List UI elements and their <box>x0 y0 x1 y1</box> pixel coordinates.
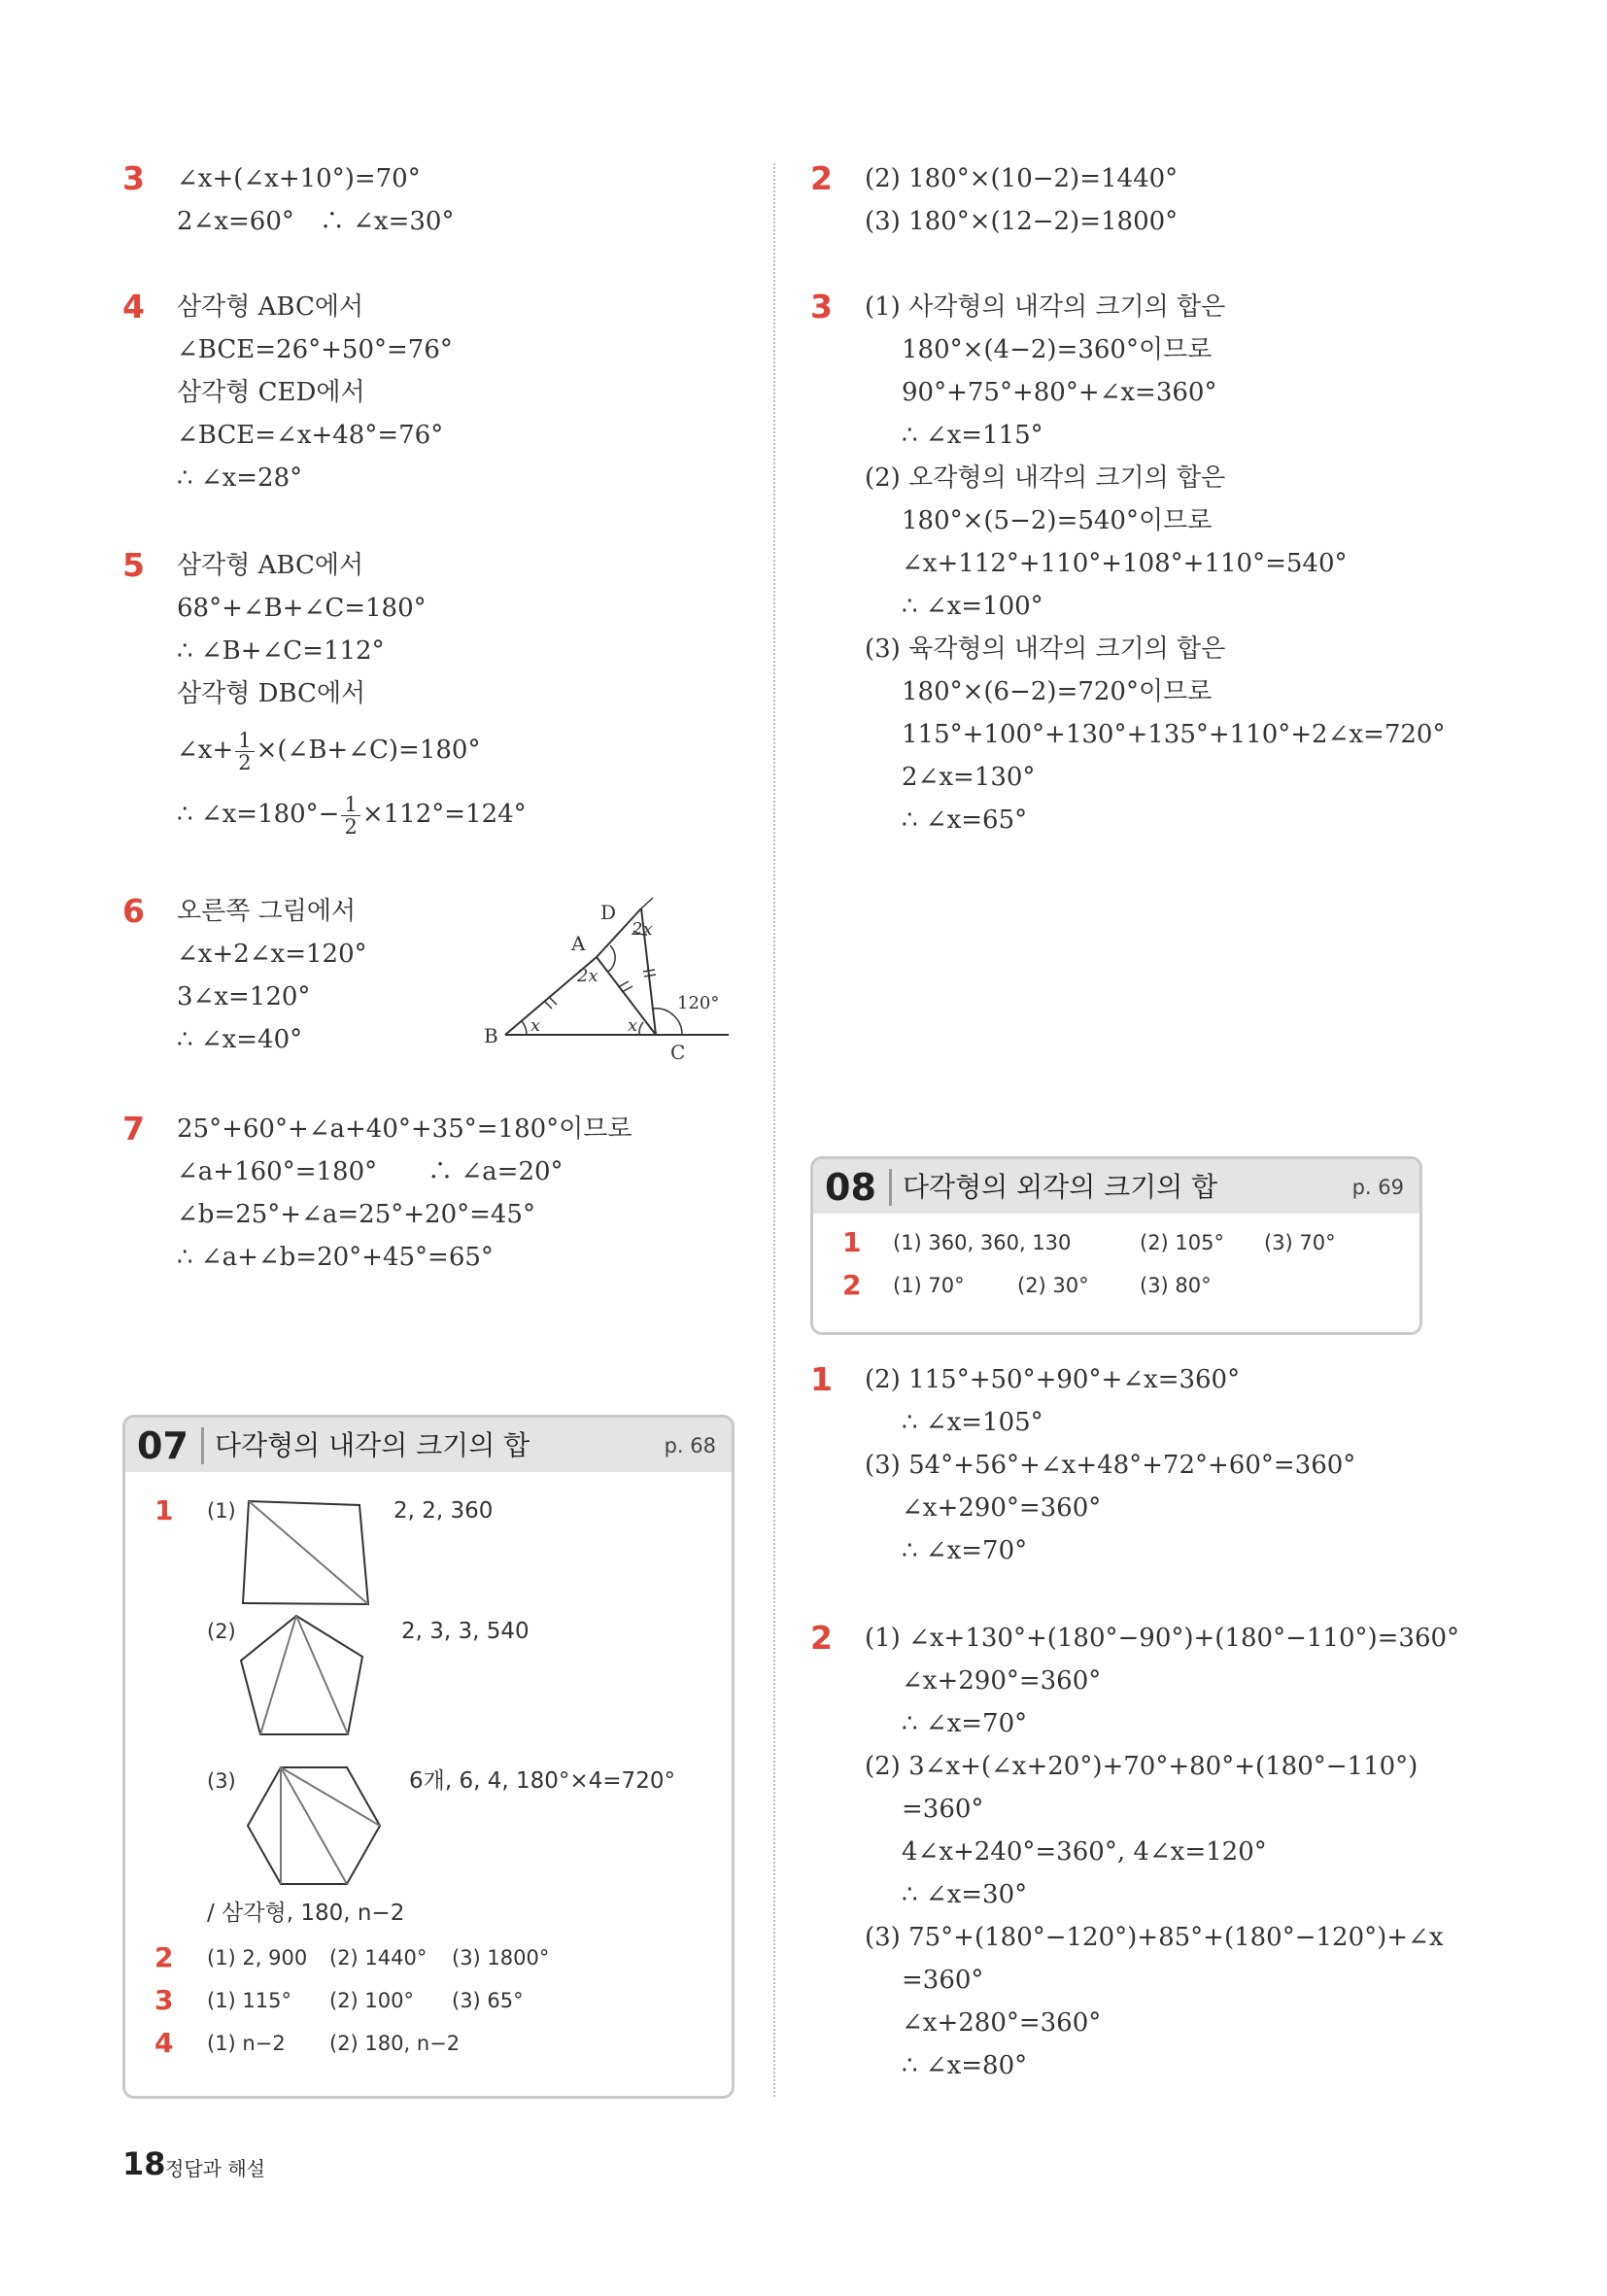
solution-line: 삼각형 ABC에서 <box>177 551 364 580</box>
label-120: 120° <box>677 993 720 1013</box>
pentagon-figure <box>236 1612 382 1748</box>
solution-line: 삼각형 CED에서 <box>177 378 365 407</box>
solution-line: ∴ ∠x=70° <box>902 1536 1028 1565</box>
problem-number: 6 <box>122 892 145 930</box>
solution-line: 4∠x+240°=360°, 4∠x=120° <box>902 1837 1267 1867</box>
problem-number: 7 <box>122 1110 145 1148</box>
expr-post: ×112°=124° <box>361 800 527 829</box>
label-x-B: x <box>530 1015 541 1036</box>
answer-item: (1) 360, 360, 130 <box>893 1231 1072 1254</box>
denominator: 2 <box>238 750 252 774</box>
answer-label: (3) <box>207 1769 236 1793</box>
solution-line: ∠BCE=26°+50°=76° <box>177 335 453 364</box>
solution-line: 2∠x=130° <box>902 763 1036 792</box>
expr-pre: ∴ ∠x=180°− <box>177 800 340 829</box>
solution-line: ∠b=25°+∠a=25°+20°=45° <box>177 1200 535 1229</box>
answer-item: (1) 115° <box>207 1989 292 2012</box>
solution-line-fraction <box>177 721 480 779</box>
answer-box-08 <box>810 1156 1422 1335</box>
page-number: 18 <box>122 2145 166 2182</box>
numerator: 1 <box>341 794 359 816</box>
denominator: 2 <box>344 814 358 839</box>
label-B: B <box>484 1024 498 1047</box>
answer-item: (1) n−2 <box>207 2032 286 2055</box>
answer-item: (2) 100° <box>329 1989 415 2012</box>
answer-item: (3) 70° <box>1264 1231 1336 1254</box>
problem-number: 4 <box>122 288 145 326</box>
footer-label: 정답과 해설 <box>165 2157 265 2180</box>
answer-item: (2) 105° <box>1140 1231 1225 1254</box>
problem-number: 2 <box>810 159 833 197</box>
label-2x-D: 2x <box>632 919 653 940</box>
solution-line: (2) 180°×(10−2)=1440° <box>865 164 1179 193</box>
solution-line: (3) 54°+56°+∠x+48°+72°+60°=360° <box>865 1451 1356 1480</box>
solution-line: 90°+75°+80°+∠x=360° <box>902 378 1217 407</box>
solution-line: ∴ ∠x=30° <box>902 1880 1028 1909</box>
answer-number: 2 <box>154 1941 174 1973</box>
answer-item: (3) 1800° <box>452 1946 550 1970</box>
solution-line: =360° <box>902 1966 984 1995</box>
section-number: 07 <box>137 1424 188 1467</box>
fraction <box>341 794 359 838</box>
numerator: 1 <box>235 730 254 752</box>
box-header <box>125 1418 732 1472</box>
solution-line: 68°+∠B+∠C=180° <box>177 594 427 623</box>
solution-line: ∠BCE=∠x+48°=76° <box>177 421 444 450</box>
label-x-C: x <box>628 1015 638 1036</box>
answer-item: (2) 30° <box>1017 1274 1089 1297</box>
label-D: D <box>600 901 617 924</box>
solution-line-fraction <box>177 785 527 843</box>
solution-line: ∴ ∠x=65° <box>902 805 1028 835</box>
solution-line: ∠x+290°=360° <box>902 1666 1102 1696</box>
problem-number: 1 <box>810 1360 833 1398</box>
solution-line: 2∠x=60° ∴ ∠x=30° <box>177 207 455 236</box>
label-2x-A: 2x <box>577 966 598 986</box>
solution-line: (3) 75°+(180°−120°)+85°+(180°−120°)+∠x <box>865 1923 1444 1952</box>
solution-line: ∴ ∠x=40° <box>177 1025 303 1054</box>
solution-line: ∴ ∠a+∠b=20°+45°=65° <box>177 1243 494 1272</box>
problem-number: 3 <box>810 288 833 326</box>
solution-line: (3) 육각형의 내각의 크기의 합은 <box>865 634 1226 664</box>
solution-line: ∴ ∠x=100° <box>902 592 1043 621</box>
problem-number: 5 <box>122 546 145 584</box>
answer-note: / 삼각형, 180, n−2 <box>207 1901 405 1926</box>
solution-line: ∴ ∠x=80° <box>902 2051 1028 2080</box>
solution-line: 180°×(5−2)=540°이므로 <box>902 506 1213 535</box>
fraction <box>235 730 254 773</box>
answer-item: (1) 70° <box>893 1274 965 1297</box>
answer-number: 1 <box>842 1226 862 1258</box>
answer-label: (1) <box>207 1499 236 1523</box>
label-A: A <box>571 932 586 955</box>
solution-line: ∴ ∠B+∠C=112° <box>177 636 385 666</box>
section-number: 08 <box>825 1166 876 1209</box>
answer-value: 2, 3, 3, 540 <box>401 1619 530 1644</box>
section-title: 다각형의 외각의 크기의 합 <box>903 1171 1218 1203</box>
answer-item: (1) 2, 900 <box>207 1946 308 1970</box>
solution-line: (2) 오각형의 내각의 크기의 합은 <box>865 463 1226 493</box>
expr-post: ×(∠B+∠C)=180° <box>256 736 481 765</box>
label-C: C <box>670 1041 686 1064</box>
solution-line: =360° <box>902 1795 984 1824</box>
answer-number: 2 <box>842 1269 862 1301</box>
solution-line: ∴ ∠x=105° <box>902 1408 1043 1437</box>
answer-number: 3 <box>154 1984 174 2016</box>
hexagon-figure <box>242 1764 388 1890</box>
page-reference: p. 68 <box>664 1434 716 1457</box>
answer-value: 6개, 6, 4, 180°×4=720° <box>409 1768 675 1794</box>
solution-line: 3∠x=120° <box>177 982 311 1011</box>
answer-label: (2) <box>207 1620 236 1643</box>
answer-item: (2) 1440° <box>329 1946 427 1970</box>
expr-pre: ∠x+ <box>177 736 234 765</box>
solution-line: ∠x+280°=360° <box>902 2008 1102 2038</box>
header-divider <box>889 1169 892 1206</box>
answer-item: (2) 180, n−2 <box>329 2032 461 2055</box>
solution-line: ∴ ∠x=70° <box>902 1709 1028 1738</box>
solution-line: (1) 사각형의 내각의 크기의 합은 <box>865 292 1226 322</box>
solution-line: 25°+60°+∠a+40°+35°=180°이므로 <box>177 1114 633 1144</box>
solution-line: ∠x+(∠x+10°)=70° <box>177 164 421 193</box>
answer-number: 1 <box>154 1494 174 1526</box>
solution-line: 삼각형 DBC에서 <box>177 679 366 708</box>
section-title: 다각형의 내각의 크기의 합 <box>215 1429 530 1461</box>
solution-line: (1) ∠x+130°+(180°−90°)+(180°−110°)=360° <box>865 1624 1460 1653</box>
solution-line: 삼각형 ABC에서 <box>177 292 364 322</box>
answer-item: (3) 80° <box>1140 1274 1212 1297</box>
solution-line: 오른쪽 그림에서 <box>177 897 357 926</box>
solution-line: ∠x+112°+110°+108°+110°=540° <box>902 549 1348 578</box>
answer-value: 2, 2, 360 <box>393 1498 494 1524</box>
solution-line: ∴ ∠x=115° <box>902 421 1043 450</box>
solution-line: (2) 3∠x+(∠x+20°)+70°+80°+(180°−110°) <box>865 1752 1419 1781</box>
answer-number: 4 <box>154 2027 174 2059</box>
header-divider <box>201 1427 204 1464</box>
solution-line: 115°+100°+130°+135°+110°+2∠x=720° <box>902 720 1446 749</box>
solution-line: 180°×(6−2)=720°이므로 <box>902 677 1213 706</box>
answer-box-07 <box>122 1415 735 2099</box>
box-header <box>813 1159 1419 1214</box>
answer-item: (3) 65° <box>452 1989 524 2012</box>
column-divider <box>773 163 775 2097</box>
solution-line: ∴ ∠x=28° <box>177 463 303 493</box>
solution-line: (2) 115°+50°+90°+∠x=360° <box>865 1365 1241 1394</box>
problem-number: 3 <box>122 159 145 197</box>
quadrilateral-figure <box>240 1495 376 1610</box>
solution-line: ∠x+2∠x=120° <box>177 940 367 969</box>
solution-line: 180°×(4−2)=360°이므로 <box>902 335 1213 364</box>
solution-line: (3) 180°×(12−2)=1800° <box>865 207 1179 236</box>
solution-line: ∠a+160°=180° ∴ ∠a=20° <box>177 1157 564 1186</box>
page-reference: p. 69 <box>1351 1176 1404 1199</box>
problem-number: 2 <box>810 1619 833 1657</box>
triangle-figure <box>476 894 748 1069</box>
solution-line: ∠x+290°=360° <box>902 1493 1102 1523</box>
